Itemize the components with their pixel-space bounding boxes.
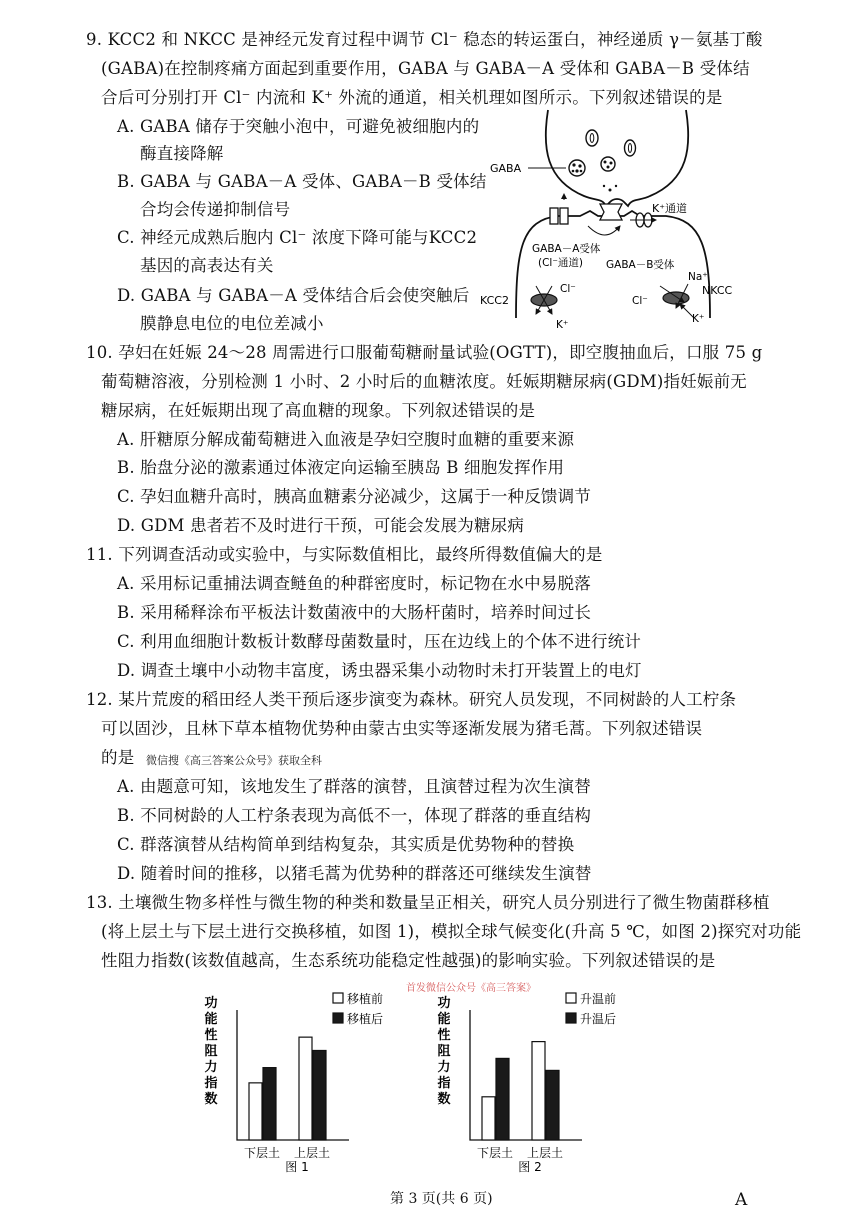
legend-label: 升温后 (580, 1012, 617, 1026)
legend-label: 升温前 (580, 992, 617, 1006)
version-mark: A (735, 1190, 748, 1210)
q11-option-c: C. 利用血细胞计数板计数酵母菌数量时，压在边线上的个体不进行统计 (117, 632, 642, 651)
q12-option-c: C. 群落演替从结构简单到结构复杂，其实质是优势物种的替换 (117, 835, 575, 854)
y-axis-label-char: 性 (204, 1028, 218, 1043)
k-right-label: K⁺ (692, 313, 705, 325)
gaba-a-receptor (550, 208, 558, 224)
bar-1-0 (532, 1042, 545, 1140)
q12-option-a: A. 由题意可知，该地发生了群落的演替，且演替过程为次生演替 (117, 777, 591, 796)
legend-swatch (333, 1013, 343, 1023)
bar-0-1 (496, 1058, 509, 1140)
gaba-b-receptor (600, 204, 622, 220)
nkcc-label: NKCC (702, 284, 733, 297)
figure-1-chart (195, 985, 395, 1175)
bar-1-1 (313, 1050, 326, 1140)
q13-stem-line-3: 性阻力指数(该数值越高，生态系统功能稳定性越强)的影响实验。下列叙述错误的是 (101, 951, 716, 970)
bar-0-1 (263, 1068, 276, 1140)
bar-1-1 (546, 1070, 559, 1140)
kcc2-label: KCC2 (480, 294, 509, 307)
gaba-b-label: GABA－B受体 (606, 259, 675, 271)
q12-option-d: D. 随着时间的推移，以猪毛蒿为优势种的群落还可继续发生演替 (117, 864, 592, 883)
bar-1-0 (299, 1037, 312, 1140)
q12-stem-line-2: 可以固沙，且林下草本植物优势种由蒙古虫实等逐渐发展为猪毛蒿。下列叙述错误 (101, 719, 703, 738)
q10-option-d: D. GDM 患者若不及时进行干预，可能会发展为糖尿病 (117, 516, 525, 535)
x-tick-label: 下层土 (476, 1146, 514, 1160)
q11-stem: 11. 下列调查活动或实验中，与实际数值相比，最终所得数值偏大的是 (86, 545, 603, 564)
legend-swatch (566, 993, 576, 1003)
y-axis-label-char: 阻 (204, 1044, 218, 1059)
synapse-diagram (480, 108, 740, 333)
q12-stem-line-3: 的是 (101, 748, 135, 767)
legend-label: 移植后 (347, 1012, 384, 1026)
gaba-a-sublabel: (Cl⁻通道) (538, 257, 583, 269)
y-axis-label-char: 力 (437, 1060, 451, 1075)
y-axis-label-char: 性 (437, 1028, 451, 1043)
presynaptic-terminal (546, 110, 689, 206)
q9-option-a-cont: 酶直接降解 (140, 144, 224, 163)
chart-title: 图 2 (518, 1160, 542, 1174)
q10-option-c: C. 孕妇血糖升高时，胰高血糖素分泌减少，这属于一种反馈调节 (117, 487, 592, 506)
q9-option-b-cont: 合均会传递抑制信号 (140, 200, 291, 219)
q9-stem-line-3: 合后可分别打开 Cl⁻ 内流和 K⁺ 外流的通道，相关机理如图所示。下列叙述错误的是 (101, 88, 723, 107)
q10-stem-line-1: 10. 孕妇在妊娠 24～28 周需进行口服葡萄糖耐量试验(OGTT)，即空腹抽血后，口服 75 g (86, 343, 763, 362)
x-tick-label: 上层土 (293, 1146, 331, 1160)
q10-option-b: B. 胎盘分泌的激素通过体液定向运输至胰岛 B 细胞发挥作用 (117, 458, 565, 477)
q10-stem-line-2: 葡萄糖溶液，分别检测 1 小时、2 小时后的血糖浓度。妊娠期糖尿病(GDM)指妊娠前无 (101, 372, 748, 391)
q9-option-b: B. GABA 与 GABA－A 受体、GABA－B 受体结 (117, 172, 487, 191)
q13-stem-line-2: (将上层土与下层土进行交换移植，如图 1)，模拟全球气候变化(升高 5 ℃，如图 2)探究对功能 (101, 922, 802, 941)
gaba-label: GABA (490, 162, 522, 175)
q11-option-d: D. 调查土壤中小动物丰富度，诱虫器采集小动物时未打开装置上的电灯 (117, 661, 642, 680)
legend-swatch (333, 993, 343, 1003)
y-axis-label-char: 力 (204, 1060, 218, 1075)
q11-option-b: B. 采用稀释涂布平板法计数菌液中的大肠杆菌时，培养时间过长 (117, 603, 592, 622)
chart-title: 图 1 (285, 1160, 309, 1174)
y-axis-label-char: 功 (437, 996, 451, 1011)
q12-stem-line-1: 12. 某片荒废的稻田经人类干预后逐步演变为森林。研究人员发现，不同树龄的人工柠条 (86, 690, 737, 709)
y-axis-label-char: 指 (437, 1076, 451, 1091)
y-axis-label-char: 数 (437, 1092, 451, 1107)
y-axis-label-char: 阻 (437, 1044, 451, 1059)
q9-option-d: D. GABA 与 GABA－A 受体结合后会使突触后 (117, 286, 470, 305)
q9-stem-line-2: (GABA)在控制疼痛方面起到重要作用，GABA 与 GABA－A 受体和 GABA－B 受体结 (101, 59, 750, 78)
red-watermark: 首发微信公众号《高三答案》 (406, 983, 536, 994)
y-axis-label-char: 能 (204, 1012, 218, 1027)
q9-option-c: C. 神经元成熟后胞内 Cl⁻ 浓度下降可能与KCC2 (117, 228, 478, 247)
legend-swatch (566, 1013, 576, 1023)
k-channel-label: K⁺通道 (652, 202, 688, 215)
y-axis-label-char: 能 (437, 1012, 451, 1027)
bar-0-0 (482, 1097, 495, 1140)
cl-left-label: Cl⁻ (560, 283, 576, 295)
legend-label: 移植前 (347, 992, 384, 1006)
y-axis-label-char: 指 (204, 1076, 218, 1091)
cl-right-label: Cl⁻ (632, 295, 648, 307)
synaptic-vesicle (586, 130, 598, 146)
gaba-a-label: GABA－A受体 (532, 243, 601, 255)
na-label: Na⁺ (688, 271, 708, 283)
q12-option-b: B. 不同树龄的人工柠条表现为高低不一，体现了群落的垂直结构 (117, 806, 592, 825)
y-axis-label-char: 数 (204, 1092, 218, 1107)
q12-watermark: 微信搜《高三答案公众号》获取全科 (146, 754, 322, 767)
q11-option-a: A. 采用标记重捕法调查鲢鱼的种群密度时，标记物在水中易脱落 (117, 574, 591, 593)
q9-option-d-cont: 膜静息电位的电位差减小 (140, 314, 324, 333)
q9-option-a: A. GABA 储存于突触小泡中，可避免被细胞内的 (117, 117, 480, 136)
gaba-vesicle (569, 160, 585, 176)
q10-option-a: A. 肝糖原分解成葡萄糖进入血液是孕妇空腹时血糖的重要来源 (117, 430, 575, 449)
q10-stem-line-3: 糖尿病，在妊娠期出现了高血糖的现象。下列叙述错误的是 (101, 401, 536, 420)
q13-stem-line-1: 13. 土壤微生物多样性与微生物的种类和数量呈正相关，研究人员分别进行了微生物菌群移植 (86, 893, 770, 912)
x-tick-label: 下层土 (243, 1146, 281, 1160)
y-axis-label-char: 功 (204, 996, 218, 1011)
k-left-label: K⁺ (556, 319, 569, 331)
x-tick-label: 上层土 (526, 1146, 564, 1160)
page-number: 第 3 页(共 6 页) (390, 1191, 493, 1207)
figure-2-chart (428, 985, 628, 1175)
nkcc-transporter (663, 292, 689, 304)
bar-0-0 (249, 1083, 262, 1140)
q9-stem-line-1: 9. KCC2 和 NKCC 是神经元发育过程中调节 Cl⁻ 稳态的转运蛋白，神经递质 γ－氨基丁酸 (86, 30, 763, 49)
q9-option-c-cont: 基因的高表达有关 (140, 256, 274, 275)
